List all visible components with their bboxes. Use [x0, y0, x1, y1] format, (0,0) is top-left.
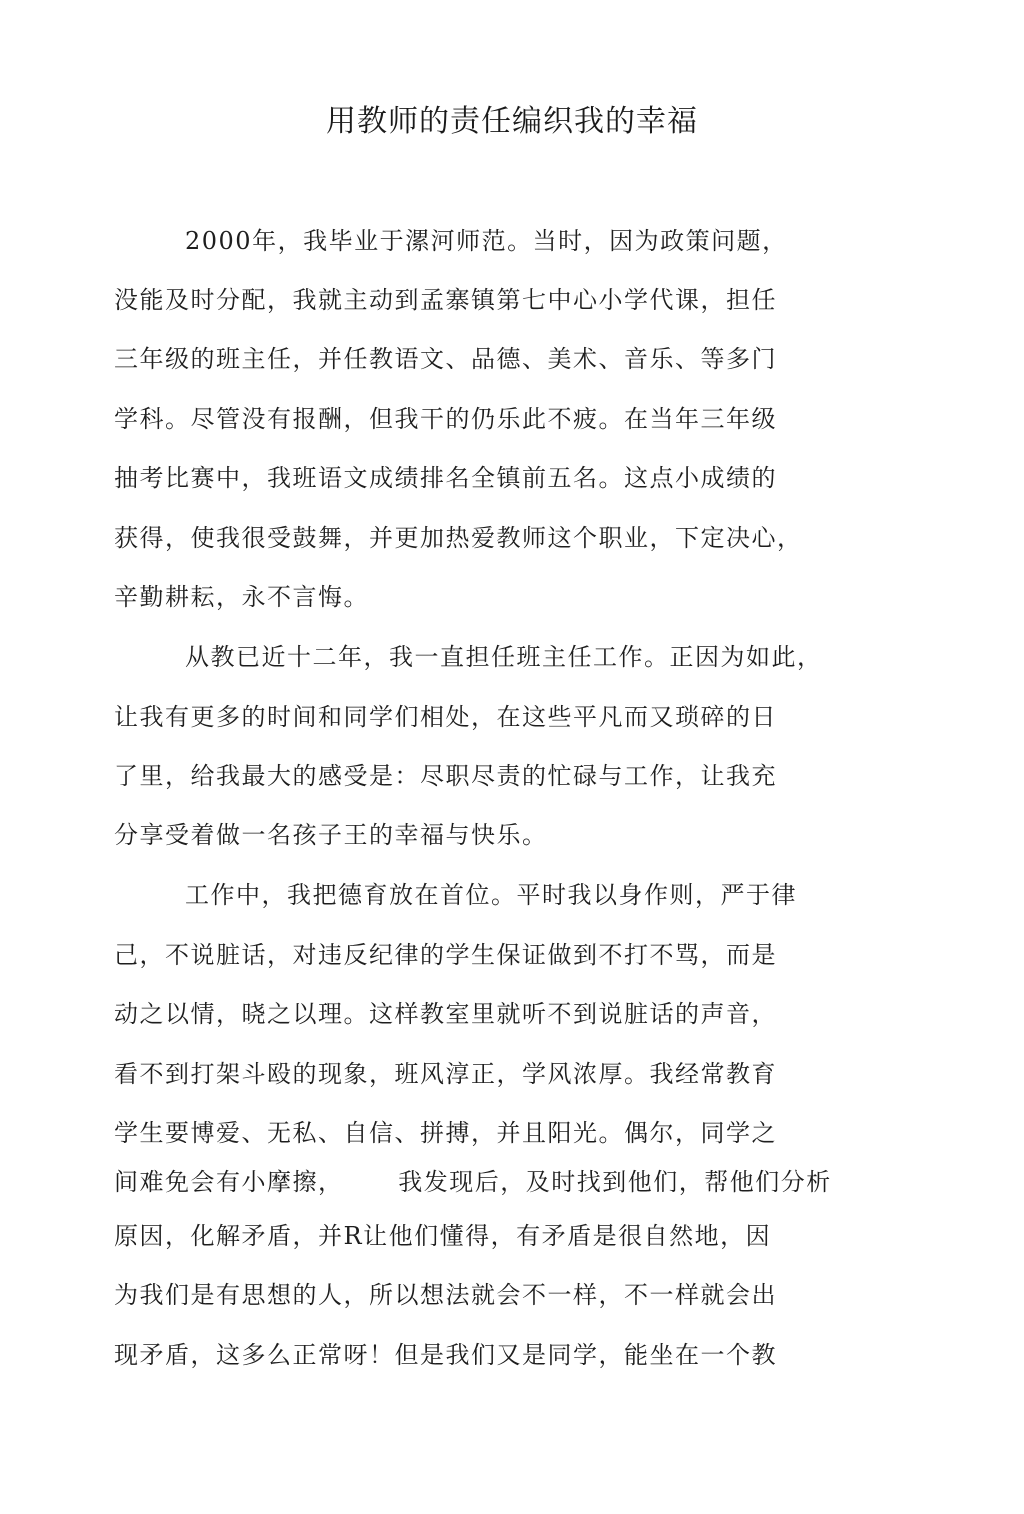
text-line: 分享受着做一名孩子王的幸福与快乐。 [114, 821, 548, 849]
text-line: 了里，给我最大的感受是：尽职尽责的忙碌与工作，让我充 [114, 762, 777, 790]
text-line: 2000年，我毕业于漯河师范。当时，因为政策问题， [185, 227, 788, 255]
text-line: 没能及时分配，我就主动到孟寨镇第七中心小学代课，担任 [114, 286, 777, 314]
text-line: 看不到打架斗殴的现象，班风淳正，学风浓厚。我经常教育 [114, 1060, 777, 1088]
text-line: 从教已近十二年，我一直担任班主任工作。正因为如此， [185, 643, 823, 671]
text-line: 工作中，我把德育放在首位。平时我以身作则，严于律 [185, 881, 797, 909]
text-line: 辛勤耕耘，永不言悔。 [114, 583, 369, 611]
text-line: 学生要博爱、无私、自信、拼搏，并且阳光。偶尔，同学之 [114, 1119, 777, 1147]
text-line: 动之以情，晓之以理。这样教室里就听不到说脏话的声音， [114, 1000, 777, 1028]
text-line: 让我有更多的时间和同学们相处，在这些平凡而又琐碎的日 [114, 703, 777, 731]
text-line: 抽考比赛中，我班语文成绩排名全镇前五名。这点小成绩的 [114, 464, 777, 492]
text-line: 学科。尽管没有报酬，但我干的仍乐此不疲。在当年三年级 [114, 405, 777, 433]
text-line: 原因，化解矛盾，并R让他们懂得，有矛盾是很自然地，因 [114, 1222, 772, 1250]
text-line: 间难免会有小摩擦， 我发现后，及时找到他们，帮他们分析 [114, 1168, 832, 1196]
text-line: 三年级的班主任，并任教语文、品德、美术、音乐、等多门 [114, 345, 777, 373]
document-title: 用教师的责任编织我的幸福 [326, 104, 698, 139]
text-line: 为我们是有思想的人，所以想法就会不一样，不一样就会出 [114, 1281, 777, 1309]
text-line: 己，不说脏话，对违反纪律的学生保证做到不打不骂，而是 [114, 941, 777, 969]
text-line: 获得，使我很受鼓舞，并更加热爱教师这个职业，下定决心， [114, 524, 803, 552]
text-line: 现矛盾，这多么正常呀！但是我们又是同学，能坐在一个教 [114, 1341, 777, 1369]
